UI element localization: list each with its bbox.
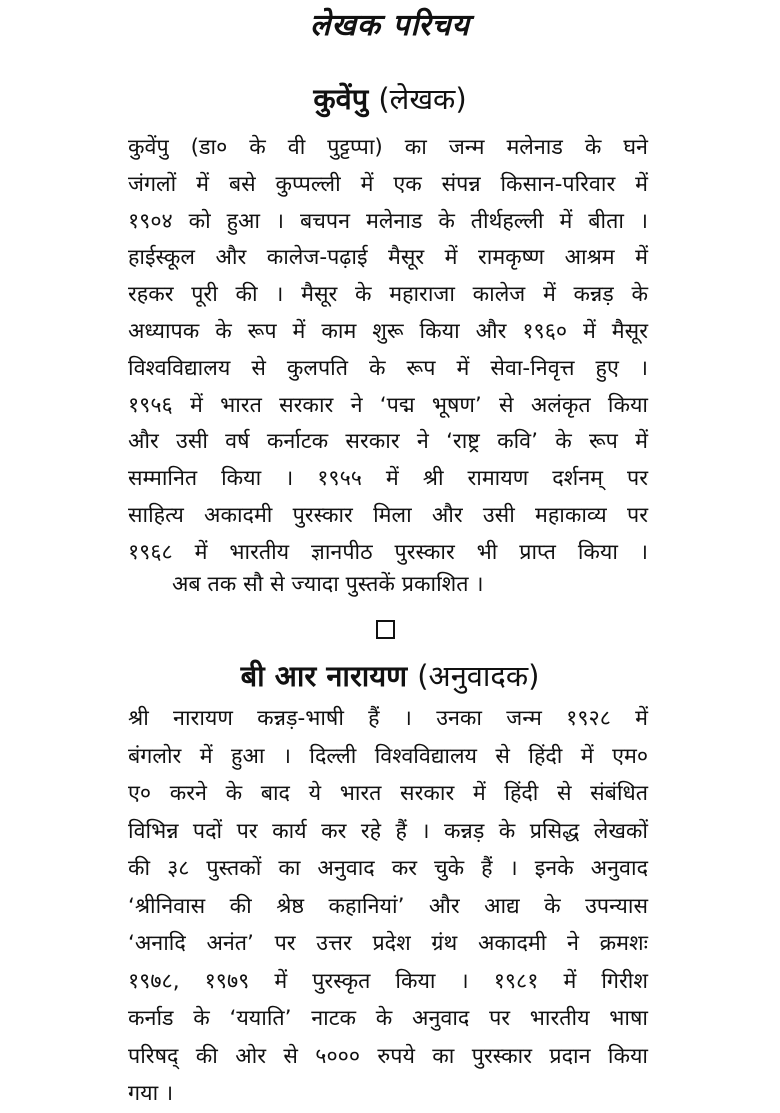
page-title: लेखक परिचय — [310, 8, 470, 43]
translator-bio-line: ‘श्रीनिवास की श्रेष्ठ कहानियां’ और आद्य के उपन्यास — [128, 893, 648, 919]
translator-heading — [0, 655, 780, 697]
translator-bio-line: १९७८, १९७९ में पुरस्कृत किया । १९८१ में गिरीश — [128, 968, 648, 994]
author-bio-line: सम्मानित किया । १९५५ में श्री रामायण दर्शनम् पर — [128, 466, 648, 492]
translator-bio — [128, 700, 648, 1113]
translator-bio-line: की ३८ पुस्तकों का अनुवाद कर चुके हैं । इनके अनुवाद — [128, 856, 648, 881]
translator-bio-line: श्री नारायण कन्नड़-भाषी हैं । उनका जन्म १९२८ में — [128, 706, 648, 731]
author-bio-line: १९०४ को हुआ । बचपन मलेनाड के तीर्थहल्ली में बीता । — [128, 208, 648, 234]
translator-role: (अनुवादक) — [417, 659, 540, 693]
author-bio-line: विश्वविद्यालय से कुलपति के रूप में सेवा-निवृत्त हुए । — [128, 355, 648, 381]
translator-bio-line: परिषद् की ओर से ५००० रुपये का पुरस्कार प्रदान किया — [128, 1043, 648, 1069]
author-bio-line: और उसी वर्ष कर्नाटक सरकार ने ‘राष्ट्र कवि’ के रूप में — [128, 429, 648, 455]
translator-bio-line: ‘अनादि अनंत’ पर उत्तर प्रदेश ग्रंथ अकादमी ने क्रमशः — [128, 931, 648, 956]
translator-bio-line: ए० करने के बाद ये भारत सरकार में हिंदी से संबंधित — [128, 781, 648, 806]
author-bio-line: १९६८ में भारतीय ज्ञानपीठ पुरस्कार भी प्राप्त किया । — [128, 539, 648, 565]
author-closing-line: अब तक सौ से ज्यादा पुस्तकें प्रकाशित । — [172, 572, 484, 597]
author-bio — [128, 130, 648, 572]
translator-bio-line: कर्नाड के ‘ययाति’ नाटक के अनुवाद पर भारतीय भाषा — [128, 1006, 648, 1031]
author-bio-line: रहकर पूरी की । मैसूर के महाराजा कालेज में कन्नड़ के — [128, 282, 648, 308]
author-role: (लेखक) — [378, 82, 467, 116]
translator-bio-line: गया । — [128, 1081, 174, 1106]
section-divider-box — [376, 620, 395, 639]
author-bio-line: हाईस्कूल और कालेज-पढ़ाई मैसूर में रामकृष्ण आश्रम में — [128, 245, 648, 271]
author-bio-line: अध्यापक के रूप में काम शुरू किया और १९६० में मैसूर — [128, 318, 648, 344]
translator-bio-line: विभिन्न पदों पर कार्य कर रहे हैं । कन्नड़ के प्रसिद्ध लेखकों — [128, 818, 648, 844]
author-bio-line: साहित्य अकादमी पुरस्कार मिला और उसी महाकाव्य पर — [128, 502, 648, 528]
translator-bio-line: बंगलोर में हुआ । दिल्ली विश्वविद्यालय से हिंदी में एम० — [128, 743, 648, 769]
author-heading — [0, 78, 780, 120]
author-bio-line: जंगलों में बसे कुप्पल्ली में एक संपन्न किसान-परिवार में — [128, 171, 648, 197]
author-name: कुवेंपु — [313, 82, 369, 116]
author-bio-line: कुवेंपु (डा० के वी पुट्टप्पा) का जन्म मलेनाड के घने — [128, 135, 648, 160]
translator-name: बी आर नारायण — [240, 659, 408, 693]
author-bio-line: १९५६ में भारत सरकार ने ‘पद्म भूषण’ से अलंकृत किया — [128, 392, 648, 418]
